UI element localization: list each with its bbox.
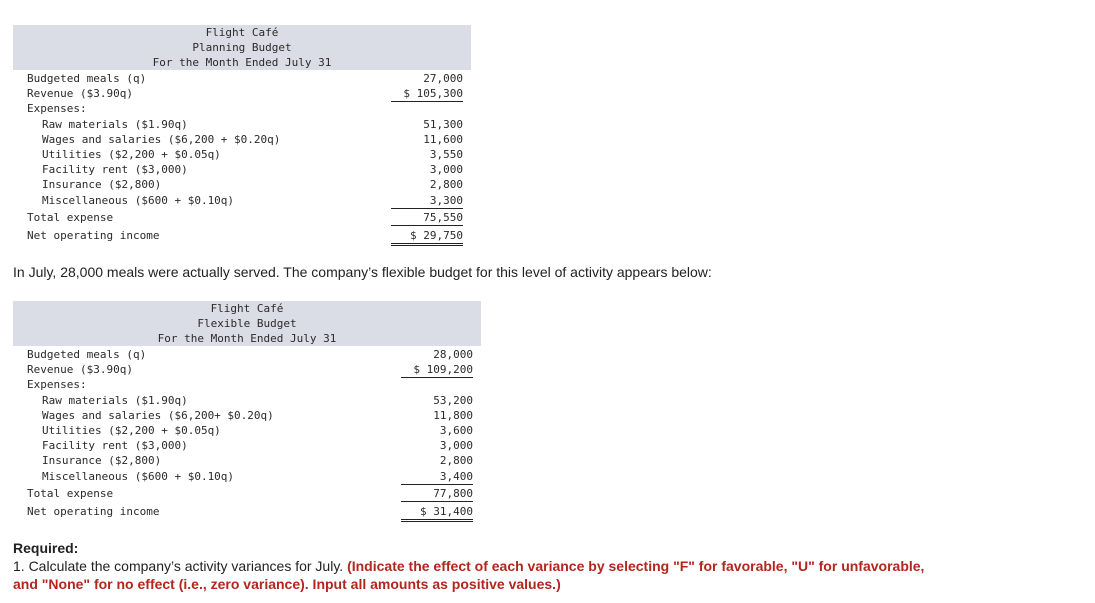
- row-value: 28,000: [433, 348, 473, 361]
- row-label: Revenue ($3.90q): [27, 363, 133, 377]
- required-instruction-note: (Indicate the effect of each variance by selecting "F" for favorable, "U" for unfavorable, and "None" for no effect (i.e., zero variance). Input all amounts as positive values.): [13, 558, 925, 592]
- intro-paragraph: In July, 28,000 meals were actually served. The company’s flexible budget for this level of activity appears below:: [13, 264, 712, 280]
- row-value: 11,800: [433, 408, 473, 422]
- row-label: Revenue ($3.90q): [27, 87, 133, 101]
- flexible-budget-period: For the Month Ended July 31: [157, 332, 337, 345]
- row-value: 3,300: [391, 193, 463, 209]
- row-label: Miscellaneous ($600 + $0.10q): [42, 193, 235, 207]
- row-value: 77,800: [401, 486, 473, 502]
- row-value: $ 105,300: [391, 86, 463, 102]
- row-value: 3,000: [439, 439, 473, 453]
- planning-budget-period: For the Month Ended July 31: [152, 56, 332, 69]
- row-label: Facility rent ($3,000): [42, 439, 188, 453]
- row-label: Total expense: [27, 486, 114, 500]
- row-label: Expenses:: [27, 378, 87, 392]
- row-value: 3,000: [429, 163, 463, 177]
- row-label: Raw materials ($1.90q): [42, 393, 188, 407]
- row-label: Expenses:: [27, 102, 87, 116]
- row-value: 3,550: [429, 148, 463, 161]
- required-instructions: [13, 557, 933, 593]
- row-label: Budgeted meals (q): [27, 72, 147, 85]
- row-label: Utilities ($2,200 + $0.05q): [42, 148, 221, 161]
- row-label: Insurance ($2,800): [42, 454, 162, 468]
- row-value: 2,800: [429, 178, 463, 192]
- required-heading: Required:: [13, 540, 79, 556]
- row-value: $ 29,750: [391, 228, 463, 246]
- required-section: [13, 539, 933, 593]
- row-value: 3,400: [401, 469, 473, 485]
- row-value: 75,550: [391, 210, 463, 226]
- row-label: Wages and salaries ($6,200 + $0.20q): [42, 132, 281, 146]
- row-label: Total expense: [27, 210, 114, 224]
- planning-budget-company: Flight Café: [205, 26, 279, 39]
- row-value: 53,200: [433, 393, 473, 407]
- row-value: 11,600: [423, 132, 463, 146]
- row-value: 2,800: [439, 454, 473, 468]
- row-value: $ 109,200: [401, 362, 473, 378]
- flexible-budget-title: Flexible Budget: [197, 317, 297, 330]
- planning-budget-title: Planning Budget: [192, 41, 292, 54]
- row-label: Raw materials ($1.90q): [42, 117, 188, 131]
- row-value: $ 31,400: [401, 504, 473, 522]
- flexible-budget-company: Flight Café: [210, 302, 284, 315]
- row-value: 51,300: [423, 117, 463, 131]
- row-label: Insurance ($2,800): [42, 178, 162, 192]
- row-label: Net operating income: [27, 505, 160, 518]
- row-label: Miscellaneous ($600 + $0.10q): [42, 469, 235, 483]
- row-value: 3,600: [439, 424, 473, 437]
- row-label: Utilities ($2,200 + $0.05q): [42, 424, 221, 437]
- row-label: Wages and salaries ($6,200+ $0.20q): [42, 408, 274, 422]
- row-label: Net operating income: [27, 229, 160, 242]
- required-text: 1. Calculate the company’s activity variances for July.: [13, 558, 344, 574]
- row-label: Budgeted meals (q): [27, 348, 147, 361]
- row-label: Facility rent ($3,000): [42, 163, 188, 177]
- row-value: 27,000: [423, 72, 463, 85]
